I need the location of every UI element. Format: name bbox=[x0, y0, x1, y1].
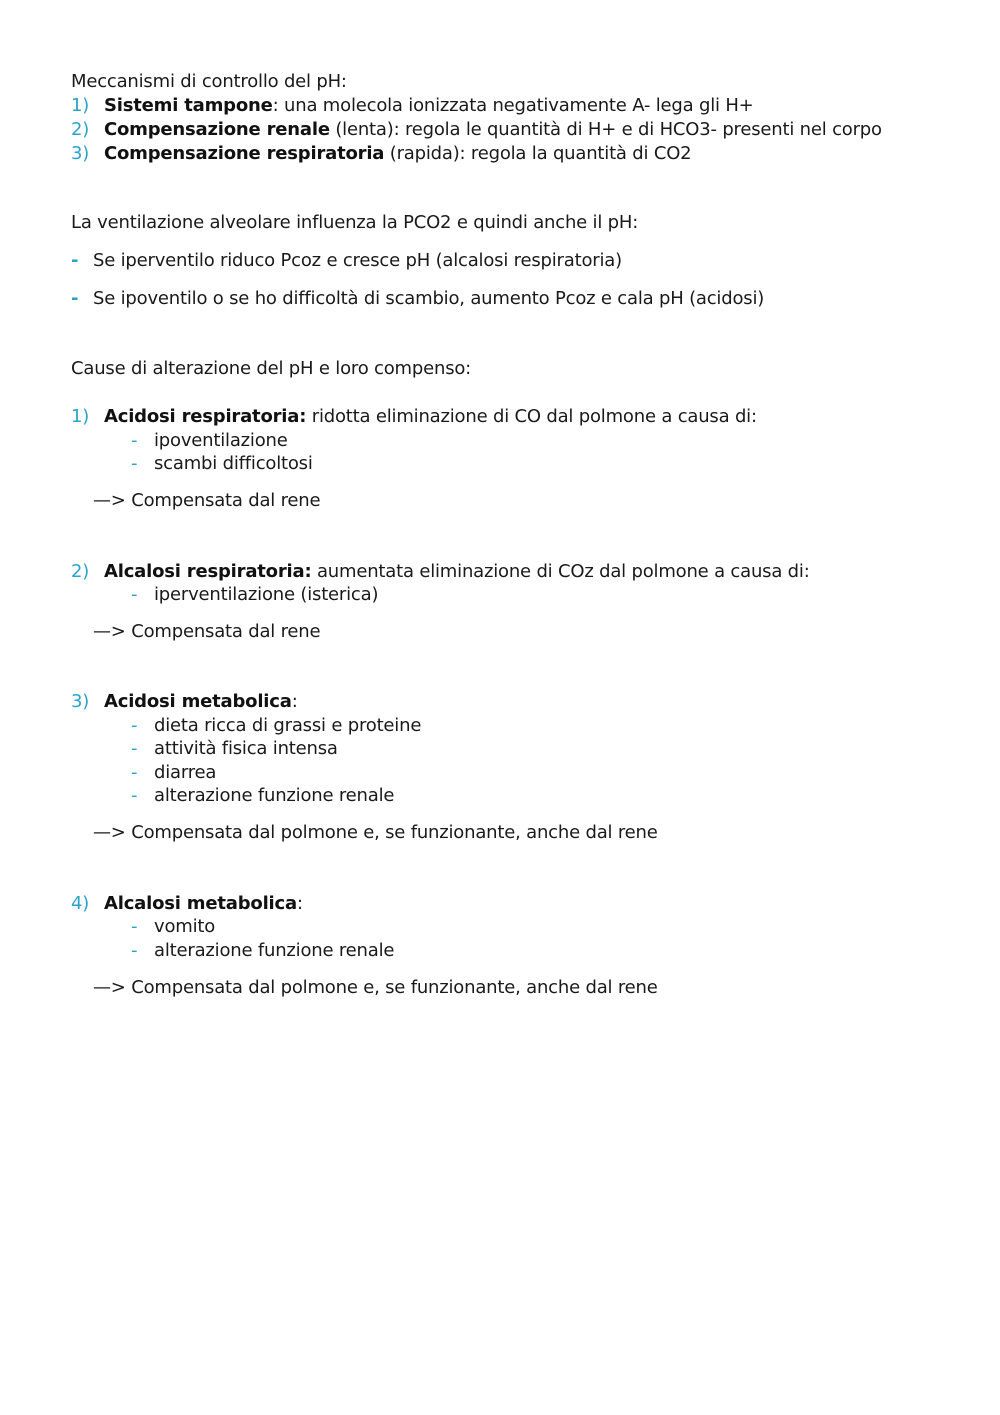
compensation-note: —> Compensata dal rene bbox=[93, 621, 321, 642]
item-text: : una molecola ionizzata negativamente A- lega gli H+ bbox=[272, 95, 754, 116]
sub-item bbox=[131, 714, 421, 738]
sub-item bbox=[131, 737, 338, 761]
section2-heading: La ventilazione alveolare influenza la PCO2 e quindi anche il pH: bbox=[71, 212, 639, 233]
sub-item-text: attività fisica intensa bbox=[154, 738, 338, 759]
sub-item bbox=[131, 583, 378, 607]
item-number: 2) bbox=[71, 119, 90, 140]
item-text: ridotta eliminazione di CO dal polmone a causa di: bbox=[306, 406, 757, 427]
bullet-dash: - bbox=[131, 715, 138, 736]
item-text: (lenta): regola le quantità di H+ e di HCO3- presenti nel corpo bbox=[329, 119, 882, 140]
bullet-dash: - bbox=[131, 916, 138, 937]
cause-item-2 bbox=[71, 560, 810, 584]
item-number: 4) bbox=[71, 893, 90, 914]
cause-item-1 bbox=[71, 405, 757, 429]
cause-item-4 bbox=[71, 892, 303, 916]
compensation-note: —> Compensata dal rene bbox=[93, 490, 321, 511]
compensation-note: —> Compensata dal polmone e, se funzionante, anche dal rene bbox=[93, 977, 658, 998]
item-title: Acidosi respiratoria: bbox=[104, 406, 307, 427]
item-text: : bbox=[296, 893, 303, 914]
compensation-note: —> Compensata dal polmone e, se funzionante, anche dal rene bbox=[93, 822, 658, 843]
bullet-dash: - bbox=[131, 940, 138, 961]
bullet-dash: - bbox=[71, 250, 79, 271]
sub-item bbox=[131, 761, 216, 785]
item-number: 3) bbox=[71, 143, 90, 164]
bullet-dash: - bbox=[131, 738, 138, 759]
cause-item-3 bbox=[71, 690, 298, 714]
item-number: 1) bbox=[71, 95, 90, 116]
item-text: : bbox=[291, 691, 298, 712]
sub-item-text: scambi difficoltosi bbox=[154, 453, 313, 474]
bullet-text: Se iperventilo riduco Pcoz e cresce pH (alcalosi respiratoria) bbox=[93, 250, 622, 271]
item-title: Compensazione respiratoria bbox=[104, 143, 385, 164]
sub-item-text: alterazione funzione renale bbox=[154, 785, 395, 806]
item-number: 3) bbox=[71, 691, 90, 712]
section1-heading: Meccanismi di controllo del pH: bbox=[71, 71, 347, 92]
item-text: aumentata eliminazione di COz dal polmone a causa di: bbox=[311, 561, 810, 582]
bullet-dash: - bbox=[131, 762, 138, 783]
sub-item bbox=[131, 939, 394, 963]
item-number: 2) bbox=[71, 561, 90, 582]
item-title: Compensazione renale bbox=[104, 119, 330, 140]
bullet-dash: - bbox=[71, 288, 79, 309]
control-item-2 bbox=[71, 118, 882, 142]
bullet-dash: - bbox=[131, 453, 138, 474]
section3-heading: Cause di alterazione del pH e loro compenso: bbox=[71, 358, 472, 379]
bullet-dash: - bbox=[131, 584, 138, 605]
ventilation-item-1 bbox=[71, 249, 622, 273]
item-number: 1) bbox=[71, 406, 90, 427]
ventilation-item-2 bbox=[71, 287, 764, 311]
item-title: Alcalosi metabolica bbox=[104, 893, 297, 914]
sub-item-text: dieta ricca di grassi e proteine bbox=[154, 715, 422, 736]
sub-item-text: iperventilazione (isterica) bbox=[154, 584, 379, 605]
item-title: Acidosi metabolica bbox=[104, 691, 292, 712]
sub-item bbox=[131, 784, 394, 808]
bullet-text: Se ipoventilo o se ho difficoltà di scambio, aumento Pcoz e cala pH (acidosi) bbox=[93, 288, 765, 309]
bullet-dash: - bbox=[131, 430, 138, 451]
sub-item bbox=[131, 915, 215, 939]
item-title: Alcalosi respiratoria: bbox=[104, 561, 312, 582]
sub-item bbox=[131, 429, 288, 453]
sub-item-text: ipoventilazione bbox=[154, 430, 288, 451]
sub-item bbox=[131, 452, 313, 476]
control-item-1 bbox=[71, 94, 754, 118]
item-title: Sistemi tampone bbox=[104, 95, 273, 116]
sub-item-text: diarrea bbox=[154, 762, 217, 783]
bullet-dash: - bbox=[131, 785, 138, 806]
control-item-3 bbox=[71, 142, 691, 166]
item-text: (rapida): regola la quantità di CO2 bbox=[384, 143, 692, 164]
sub-item-text: alterazione funzione renale bbox=[154, 940, 395, 961]
sub-item-text: vomito bbox=[154, 916, 216, 937]
